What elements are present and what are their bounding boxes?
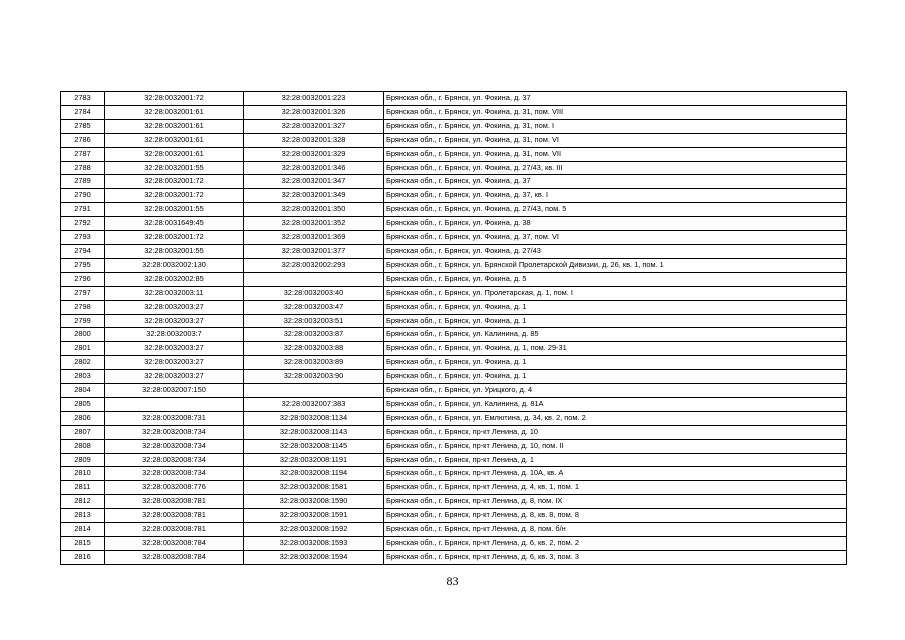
cadastral-number-cell: 32:28:0032007:150 xyxy=(105,384,244,398)
object-cadastral-number-cell xyxy=(244,272,384,286)
table-row xyxy=(61,92,847,106)
cadastral-number-cell: 32:28:0032008:731 xyxy=(105,411,244,425)
cadastral-number-cell: 32:28:0032001:61 xyxy=(105,133,244,147)
page-number: 83 xyxy=(446,574,459,588)
table-row xyxy=(61,314,847,328)
object-cadastral-number-cell: 32:28:0032001:223 xyxy=(244,92,384,106)
registry-table xyxy=(60,91,847,565)
cadastral-number-cell: 32:28:0032008:784 xyxy=(105,537,244,551)
table-row xyxy=(61,258,847,272)
address-cell: Брянская обл., г. Брянск, пр-кт Ленина, д. 8, пом. б/н xyxy=(384,523,847,537)
row-number-cell: 2801 xyxy=(61,342,105,356)
cadastral-number-cell: 32:28:0032003:27 xyxy=(105,356,244,370)
row-number-cell: 2808 xyxy=(61,439,105,453)
table-row xyxy=(61,161,847,175)
address-cell: Брянская обл., г. Брянск, ул. Фокина, д. 1, пом. 29-31 xyxy=(384,342,847,356)
object-cadastral-number-cell: 32:28:0032008:1590 xyxy=(244,495,384,509)
table-row xyxy=(61,439,847,453)
address-cell: Брянская обл., г. Брянск, ул. Фокина, д. 1 xyxy=(384,300,847,314)
address-cell: Брянская обл., г. Брянск, ул. Фокина, д. 31, пом. VI xyxy=(384,133,847,147)
table-row xyxy=(61,397,847,411)
table-row xyxy=(61,189,847,203)
address-cell: Брянская обл., г. Брянск, пр-кт Ленина, д. 8, пом. IX xyxy=(384,495,847,509)
row-number-cell: 2793 xyxy=(61,231,105,245)
object-cadastral-number-cell: 32:28:0032008:1143 xyxy=(244,425,384,439)
address-cell: Брянская обл., г. Брянск, ул. Фокина, д. 31, пом. VII xyxy=(384,147,847,161)
table-row xyxy=(61,175,847,189)
address-cell: Брянская обл., г. Брянск, пр-кт Ленина, д. 8, кв. 8, пом. 8 xyxy=(384,509,847,523)
row-number-cell: 2813 xyxy=(61,509,105,523)
cadastral-number-cell: 32:28:0032008:734 xyxy=(105,467,244,481)
row-number-cell: 2798 xyxy=(61,300,105,314)
table-row xyxy=(61,384,847,398)
row-number-cell: 2786 xyxy=(61,133,105,147)
cadastral-number-cell: 32:28:0032001:72 xyxy=(105,231,244,245)
row-number-cell: 2785 xyxy=(61,119,105,133)
row-number-cell: 2799 xyxy=(61,314,105,328)
object-cadastral-number-cell: 32:28:0032008:1145 xyxy=(244,439,384,453)
object-cadastral-number-cell: 32:28:0032007:383 xyxy=(244,397,384,411)
address-cell: Брянская обл., г. Брянск, ул. Калинина, д. 81А xyxy=(384,397,847,411)
cadastral-number-cell: 32:28:0032001:55 xyxy=(105,203,244,217)
cadastral-number-cell: 32:28:0032001:61 xyxy=(105,119,244,133)
object-cadastral-number-cell: 32:28:0032003:90 xyxy=(244,370,384,384)
row-number-cell: 2812 xyxy=(61,495,105,509)
object-cadastral-number-cell: 32:28:0032001:377 xyxy=(244,244,384,258)
table-row xyxy=(61,537,847,551)
address-cell: Брянская обл., г. Брянск, пр-кт Ленина, д. 6, кв. 2, пом. 2 xyxy=(384,537,847,551)
row-number-cell: 2802 xyxy=(61,356,105,370)
row-number-cell: 2809 xyxy=(61,453,105,467)
table-row xyxy=(61,509,847,523)
row-number-cell: 2806 xyxy=(61,411,105,425)
object-cadastral-number-cell: 32:28:0032008:1594 xyxy=(244,550,384,564)
address-cell: Брянская обл., г. Брянск, ул. Калинина, д. 85 xyxy=(384,328,847,342)
address-cell: Брянская обл., г. Брянск, пр-кт Ленина, д. 1 xyxy=(384,453,847,467)
address-cell: Брянская обл., г. Брянск, пр-кт Ленина, д. 4, кв. 1, пом. 1 xyxy=(384,481,847,495)
row-number-cell: 2814 xyxy=(61,523,105,537)
object-cadastral-number-cell: 32:28:0032003:47 xyxy=(244,300,384,314)
row-number-cell: 2788 xyxy=(61,161,105,175)
row-number-cell: 2810 xyxy=(61,467,105,481)
table-row xyxy=(61,550,847,564)
address-cell: Брянская обл., г. Брянск, ул. Фокина, д. 37, пом. VI xyxy=(384,231,847,245)
cadastral-number-cell: 32:28:0032001:72 xyxy=(105,189,244,203)
cadastral-number-cell: 32:28:0032008:781 xyxy=(105,495,244,509)
address-cell: Брянская обл., г. Брянск, ул. Емлютина, д. 34, кв. 2, пом. 2 xyxy=(384,411,847,425)
address-cell: Брянская обл., г. Брянск, ул. Фокина, д. 5 xyxy=(384,272,847,286)
registry-table-body xyxy=(61,92,847,565)
cadastral-number-cell: 32:28:0032002:85 xyxy=(105,272,244,286)
table-row xyxy=(61,356,847,370)
object-cadastral-number-cell: 32:28:0032003:88 xyxy=(244,342,384,356)
cadastral-number-cell: 32:28:0032008:784 xyxy=(105,550,244,564)
address-cell: Брянская обл., г. Брянск, ул. Фокина, д. 1 xyxy=(384,314,847,328)
table-row xyxy=(61,425,847,439)
address-cell: Брянская обл., г. Брянск, ул. Фокина, д. 1 xyxy=(384,370,847,384)
cadastral-number-cell: 32:28:0032008:781 xyxy=(105,523,244,537)
table-row xyxy=(61,217,847,231)
cadastral-number-cell: 32:28:0032002:130 xyxy=(105,258,244,272)
cadastral-number-cell: 32:28:0032001:72 xyxy=(105,175,244,189)
row-number-cell: 2803 xyxy=(61,370,105,384)
row-number-cell: 2791 xyxy=(61,203,105,217)
row-number-cell: 2784 xyxy=(61,105,105,119)
address-cell: Брянская обл., г. Брянск, ул. Фокина, д. 1 xyxy=(384,356,847,370)
object-cadastral-number-cell: 32:28:0032001:329 xyxy=(244,147,384,161)
row-number-cell: 2792 xyxy=(61,217,105,231)
table-row xyxy=(61,286,847,300)
address-cell: Брянская обл., г. Брянск, ул. Пролетарская, д. 1, пом. I xyxy=(384,286,847,300)
object-cadastral-number-cell: 32:28:0032003:87 xyxy=(244,328,384,342)
address-cell: Брянская обл., г. Брянск, ул. Фокина, д. 38 xyxy=(384,217,847,231)
row-number-cell: 2815 xyxy=(61,537,105,551)
address-cell: Брянская обл., г. Брянск, ул. Фокина, д. 37 xyxy=(384,92,847,106)
address-cell: Брянская обл., г. Брянск, пр-кт Ленина, д. 10 xyxy=(384,425,847,439)
table-row xyxy=(61,203,847,217)
cadastral-number-cell: 32:28:0032003:27 xyxy=(105,314,244,328)
address-cell: Брянская обл., г. Брянск, ул. Фокина, д. 31, пом. VIII xyxy=(384,105,847,119)
address-cell: Брянская обл., г. Брянск, ул. Брянской Пролетарской Дивизии, д. 26, кв. 1, пом. 1 xyxy=(384,258,847,272)
row-number-cell: 2807 xyxy=(61,425,105,439)
table-row xyxy=(61,244,847,258)
cadastral-number-cell: 32:28:0032008:734 xyxy=(105,425,244,439)
row-number-cell: 2800 xyxy=(61,328,105,342)
table-row xyxy=(61,342,847,356)
table-row xyxy=(61,370,847,384)
object-cadastral-number-cell: 32:28:0032008:1593 xyxy=(244,537,384,551)
table-row xyxy=(61,453,847,467)
row-number-cell: 2805 xyxy=(61,397,105,411)
cadastral-number-cell: 32:28:0032003:27 xyxy=(105,370,244,384)
table-row xyxy=(61,300,847,314)
object-cadastral-number-cell: 32:28:0032008:1592 xyxy=(244,523,384,537)
object-cadastral-number-cell: 32:28:0032008:1591 xyxy=(244,509,384,523)
object-cadastral-number-cell: 32:28:0032001:326 xyxy=(244,105,384,119)
cadastral-number-cell: 32:28:0032001:55 xyxy=(105,161,244,175)
row-number-cell: 2787 xyxy=(61,147,105,161)
cadastral-number-cell: 32:28:0032003:27 xyxy=(105,342,244,356)
address-cell: Брянская обл., г. Брянск, ул. Фокина, д. 27/43, кв. III xyxy=(384,161,847,175)
table-row xyxy=(61,133,847,147)
object-cadastral-number-cell: 32:28:0032002:293 xyxy=(244,258,384,272)
object-cadastral-number-cell: 32:28:0032008:1191 xyxy=(244,453,384,467)
table-row xyxy=(61,467,847,481)
cadastral-number-cell: 32:28:0032003:7 xyxy=(105,328,244,342)
cadastral-number-cell: 32:28:0032001:72 xyxy=(105,92,244,106)
table-row xyxy=(61,231,847,245)
row-number-cell: 2790 xyxy=(61,189,105,203)
object-cadastral-number-cell: 32:28:0032001:328 xyxy=(244,133,384,147)
cadastral-number-cell: 32:28:0032001:61 xyxy=(105,105,244,119)
address-cell: Брянская обл., г. Брянск, ул. Фокина, д. 31, пом. I xyxy=(384,119,847,133)
address-cell: Брянская обл., г. Брянск, пр-кт Ленина, д. 6, кв. 3, пом. 3 xyxy=(384,550,847,564)
object-cadastral-number-cell: 32:28:0032001:349 xyxy=(244,189,384,203)
cadastral-number-cell: 32:28:0031649:45 xyxy=(105,217,244,231)
row-number-cell: 2816 xyxy=(61,550,105,564)
object-cadastral-number-cell: 32:28:0032008:1134 xyxy=(244,411,384,425)
address-cell: Брянская обл., г. Брянск, ул. Урицкого, д. 4 xyxy=(384,384,847,398)
row-number-cell: 2797 xyxy=(61,286,105,300)
cadastral-number-cell xyxy=(105,397,244,411)
object-cadastral-number-cell: 32:28:0032003:89 xyxy=(244,356,384,370)
cadastral-number-cell: 32:28:0032001:61 xyxy=(105,147,244,161)
object-cadastral-number-cell: 32:28:0032001:369 xyxy=(244,231,384,245)
object-cadastral-number-cell xyxy=(244,384,384,398)
row-number-cell: 2796 xyxy=(61,272,105,286)
table-row xyxy=(61,328,847,342)
object-cadastral-number-cell: 32:28:0032003:40 xyxy=(244,286,384,300)
cadastral-number-cell: 32:28:0032001:55 xyxy=(105,244,244,258)
table-row xyxy=(61,147,847,161)
row-number-cell: 2783 xyxy=(61,92,105,106)
object-cadastral-number-cell: 32:28:0032001:346 xyxy=(244,161,384,175)
address-cell: Брянская обл., г. Брянск, пр-кт Ленина, д. 10, пом. II xyxy=(384,439,847,453)
row-number-cell: 2804 xyxy=(61,384,105,398)
row-number-cell: 2794 xyxy=(61,244,105,258)
object-cadastral-number-cell: 32:28:0032008:1581 xyxy=(244,481,384,495)
table-row xyxy=(61,411,847,425)
cadastral-number-cell: 32:28:0032008:781 xyxy=(105,509,244,523)
object-cadastral-number-cell: 32:28:0032001:347 xyxy=(244,175,384,189)
table-row xyxy=(61,105,847,119)
cadastral-number-cell: 32:28:0032008:734 xyxy=(105,439,244,453)
object-cadastral-number-cell: 32:28:0032001:352 xyxy=(244,217,384,231)
cadastral-number-cell: 32:28:0032008:776 xyxy=(105,481,244,495)
address-cell: Брянская обл., г. Брянск, ул. Фокина, д. 37, кв. I xyxy=(384,189,847,203)
address-cell: Брянская обл., г. Брянск, пр-кт Ленина, д. 10А, кв. А xyxy=(384,467,847,481)
object-cadastral-number-cell: 32:28:0032001:327 xyxy=(244,119,384,133)
table-row xyxy=(61,119,847,133)
registry-table-container xyxy=(60,91,846,565)
table-row xyxy=(61,495,847,509)
row-number-cell: 2789 xyxy=(61,175,105,189)
cadastral-number-cell: 32:28:0032003:27 xyxy=(105,300,244,314)
address-cell: Брянская обл., г. Брянск, ул. Фокина, д. 27/43, пом. 5 xyxy=(384,203,847,217)
object-cadastral-number-cell: 32:28:0032001:350 xyxy=(244,203,384,217)
row-number-cell: 2795 xyxy=(61,258,105,272)
row-number-cell: 2811 xyxy=(61,481,105,495)
cadastral-number-cell: 32:28:0032008:734 xyxy=(105,453,244,467)
address-cell: Брянская обл., г. Брянск, ул. Фокина, д. 37 xyxy=(384,175,847,189)
table-row xyxy=(61,523,847,537)
table-row xyxy=(61,481,847,495)
object-cadastral-number-cell: 32:28:0032003:51 xyxy=(244,314,384,328)
address-cell: Брянская обл., г. Брянск, ул. Фокина, д. 27/43 xyxy=(384,244,847,258)
cadastral-number-cell: 32:28:0032003:11 xyxy=(105,286,244,300)
object-cadastral-number-cell: 32:28:0032008:1194 xyxy=(244,467,384,481)
table-row xyxy=(61,272,847,286)
